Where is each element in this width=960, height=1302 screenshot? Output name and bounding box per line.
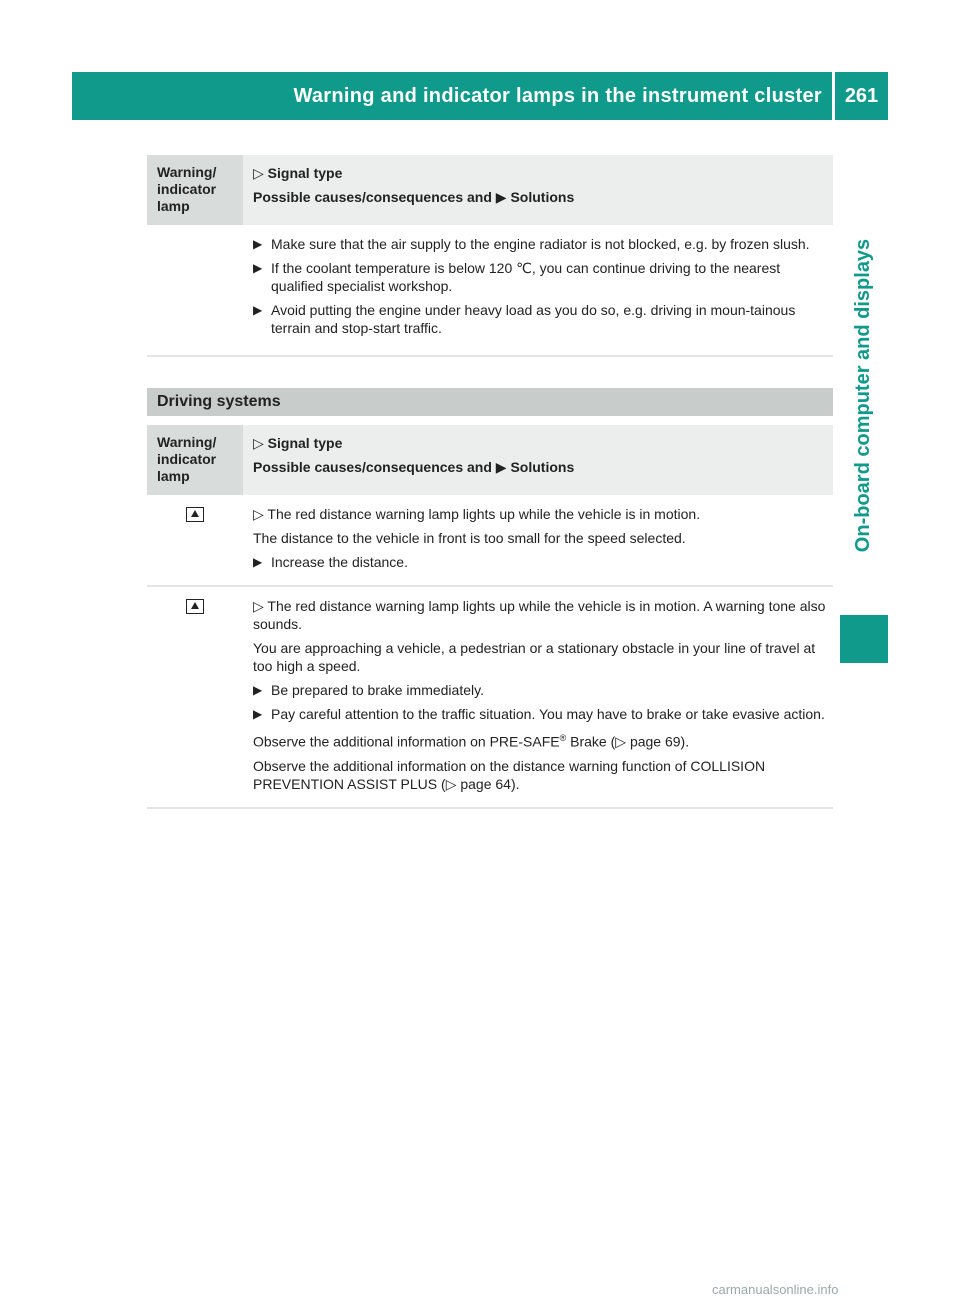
- table-header: [147, 155, 833, 225]
- top-table: [147, 155, 833, 357]
- table-row: [147, 495, 833, 587]
- cause-text: The distance to the vehicle in front is too small for the speed selected.: [253, 530, 686, 546]
- list-item: [253, 705, 833, 723]
- list-item: [253, 301, 833, 337]
- info-cell: [243, 495, 833, 585]
- bullet-text: Increase the distance.: [271, 554, 408, 570]
- page-ref-arrow-icon: ▷: [615, 733, 627, 750]
- note-text: Observe the additional information on the distance warning function of COLLISION PREVENTION ASSIST PLUS (: [253, 757, 766, 792]
- note-collision: [253, 757, 833, 793]
- action-arrow-icon: ▶: [253, 555, 263, 569]
- causes-label: Possible causes/consequences and: [253, 459, 492, 475]
- note-text: Observe the additional information on PRE-SAFE: [253, 733, 560, 750]
- signal-arrow-icon: ▷: [253, 165, 264, 181]
- bullet-text: Make sure that the air supply to the engine radiator is not blocked, e.g. by frozen slush.: [271, 236, 810, 252]
- action-arrow-icon: ▶: [253, 707, 263, 721]
- signal-arrow-icon: ▷: [253, 598, 264, 614]
- lamp-cell: [147, 495, 243, 585]
- registered-mark: ®: [559, 733, 567, 743]
- col-lamp-header: Warning/ indicator lamp: [147, 155, 243, 225]
- distance-warning-lamp-icon: [186, 507, 204, 522]
- bullet-text: If the coolant temperature is below 120 ℃, you can continue driving to the nearest qualified specialist workshop.: [271, 260, 781, 294]
- table-header: [147, 425, 833, 495]
- action-arrow-icon: ▶: [253, 303, 263, 317]
- side-marker: [840, 615, 888, 663]
- action-arrow-icon: ▶: [253, 237, 263, 251]
- col-info-header: [243, 425, 833, 495]
- bullet-text: Avoid putting the engine under heavy load as you do so, e.g. driving in moun-tainous terrain and stop-start traffic.: [271, 302, 796, 336]
- page-number: 261: [835, 72, 888, 120]
- info-cell: [243, 225, 833, 351]
- side-tab-label: On-board computer and displays: [852, 238, 875, 552]
- lamp-cell: [147, 587, 243, 807]
- side-tab: [840, 205, 888, 585]
- list-item: [253, 553, 833, 571]
- action-arrow-icon: ▶: [253, 683, 263, 697]
- watermark: carmanualsonline.info: [712, 1282, 839, 1297]
- causes-label: Possible causes/consequences and: [253, 189, 492, 205]
- solutions-arrow-icon: ▶: [495, 189, 507, 205]
- table-row: [147, 225, 833, 357]
- section-title: Driving systems: [147, 388, 833, 416]
- page-ref-link[interactable]: page 64).: [460, 775, 520, 792]
- page-ref-link[interactable]: page 69).: [629, 733, 690, 750]
- header-title: Warning and indicator lamps in the instrument cluster: [72, 72, 832, 120]
- list-item: [253, 259, 833, 295]
- note-pre-safe: [253, 729, 833, 751]
- bullet-text: Be prepared to brake immediately.: [271, 682, 484, 698]
- table-row: [147, 587, 833, 809]
- signal-arrow-icon: ▷: [253, 506, 264, 522]
- signal-type-label: Signal type: [267, 435, 343, 451]
- page-ref-arrow-icon: ▷: [445, 775, 457, 792]
- distance-warning-lamp-icon: [186, 599, 204, 614]
- bullet-text: Pay careful attention to the traffic situation. You may have to brake or take evasive action.: [271, 706, 825, 722]
- info-cell: [243, 587, 833, 807]
- col-lamp-header: Warning/ indicator lamp: [147, 425, 243, 495]
- note-text: Brake (: [566, 733, 616, 750]
- solutions-arrow-icon: ▶: [495, 459, 507, 475]
- signal-text: The red distance warning lamp lights up while the vehicle is in motion. A warning tone also sounds.: [253, 598, 826, 632]
- signal-text: The red distance warning lamp lights up while the vehicle is in motion.: [267, 506, 701, 522]
- cause-text: You are approaching a vehicle, a pedestrian or a stationary obstacle in your line of travel at too high a speed.: [253, 640, 816, 674]
- signal-arrow-icon: ▷: [253, 435, 264, 451]
- action-arrow-icon: ▶: [253, 261, 263, 275]
- solutions-label: Solutions: [510, 189, 575, 205]
- lamp-cell-empty: [147, 225, 243, 351]
- solutions-label: Solutions: [510, 459, 575, 475]
- driving-systems-table: [147, 425, 833, 809]
- col-info-header: [243, 155, 833, 225]
- list-item: [253, 681, 833, 699]
- list-item: [253, 235, 833, 253]
- signal-type-label: Signal type: [267, 165, 343, 181]
